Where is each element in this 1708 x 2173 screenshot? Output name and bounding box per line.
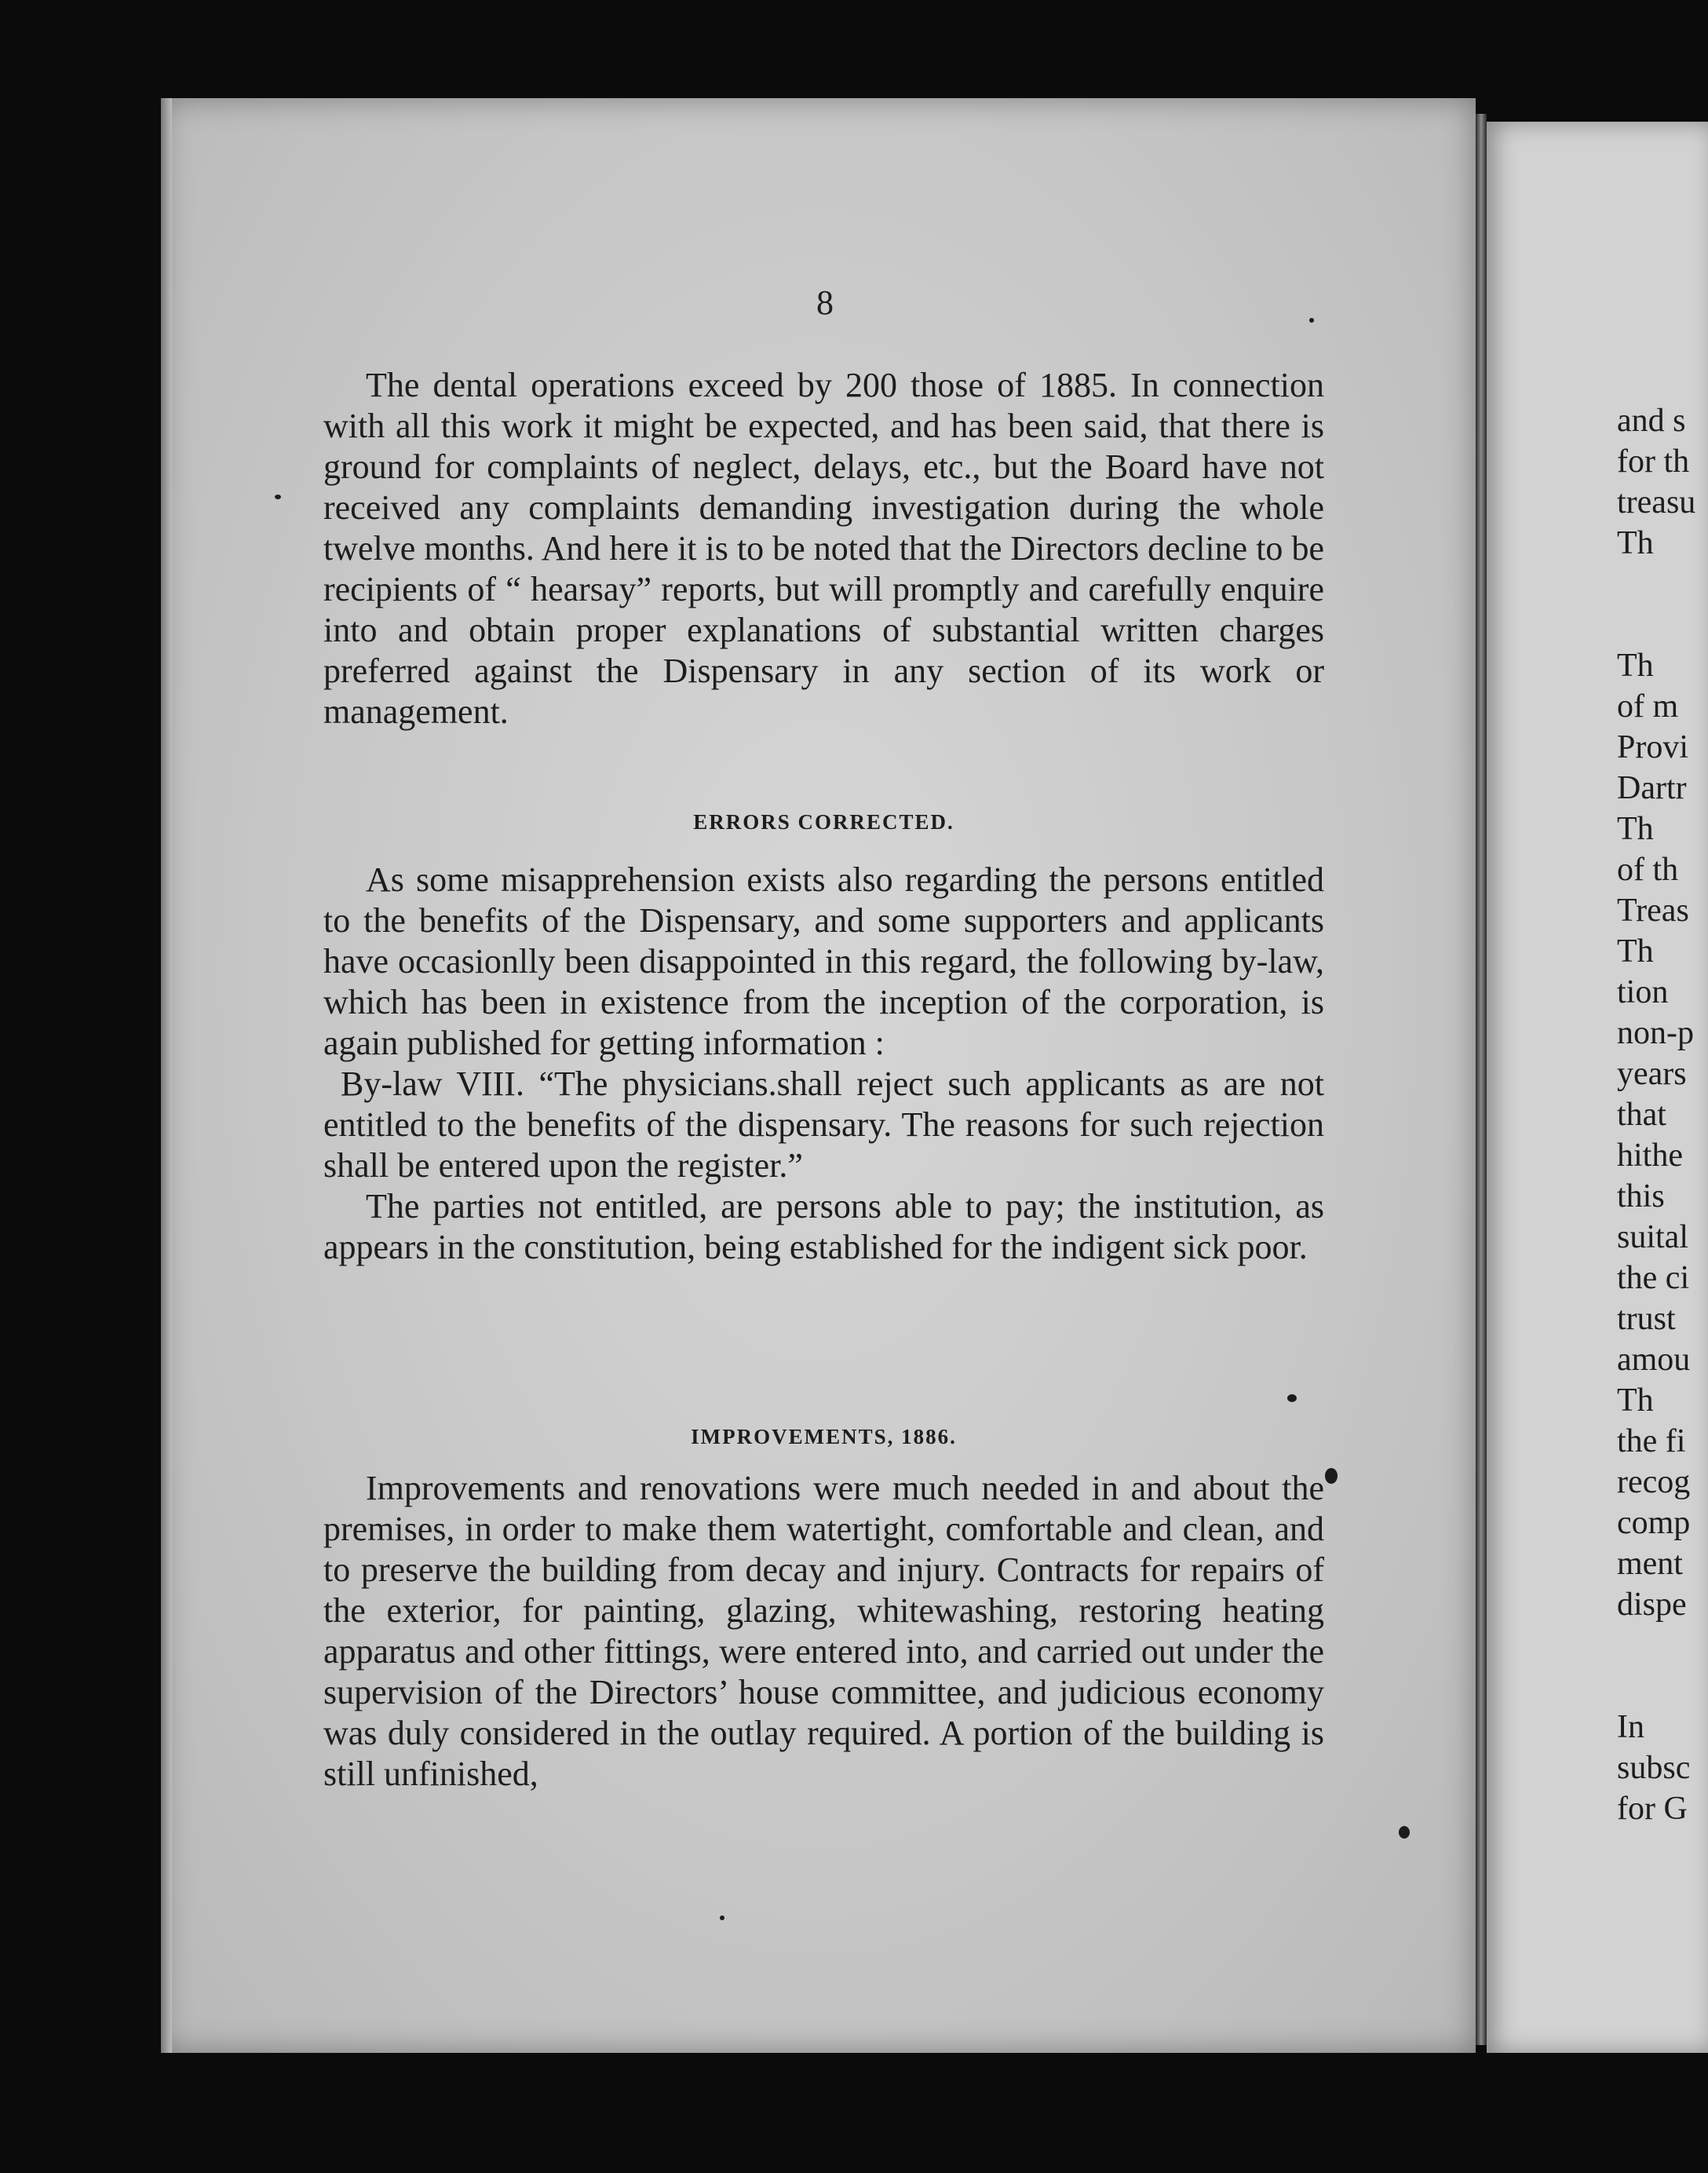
right-page-line: of m [1617,688,1679,725]
right-page-line: Treas [1617,893,1689,929]
page-number: 8 [816,283,834,322]
right-page-line: tion [1617,974,1669,1010]
right-page-line: the fi [1617,1423,1686,1459]
speck [1309,318,1314,323]
right-page-line [1617,1666,1695,1707]
speck [720,1916,724,1920]
paragraph-dental-operations [323,365,1324,732]
right-page-line: years [1617,1056,1687,1092]
right-page-line: Th [1617,648,1654,684]
right-page-line: of th [1617,852,1679,888]
right-page-line: and s [1617,403,1686,439]
right-page-line: ment [1617,1546,1683,1582]
paragraph-text: As some misapprehension exists also regarding the persons entitled to the benefits of the Dispensary, and some supporters and applicants have occasionlly been disappointed in this regard, the following by-law, which has been in existence from the inception of the corporation, is again published for getting information : [323,860,1324,1062]
right-page-line: In [1617,1709,1644,1745]
right-page-line: for th [1617,444,1690,480]
bylaw-quote: By-law VIII. “The physicians.shall reject such applicants as are not entitled to the benefits of the dispensary. The reasons for such rejection shall be entered upon the register.” [323,1065,1324,1185]
speck [1287,1394,1297,1402]
right-page-line: Th [1617,1382,1654,1419]
right-page-line [1617,564,1695,604]
right-page-line: the ci [1617,1260,1690,1296]
right-page-line: Provi [1617,729,1689,765]
speck [1399,1826,1410,1839]
heading-errors-corrected: ERRORS CORRECTED. [693,810,954,834]
speck [275,495,281,499]
paragraph-text: The dental operations exceed by 200 those of 1885. In connection with all this work it might be expected, and has been said, that there is ground for complaints of neglect, delays, etc., but the Board have not received any complaints demanding investigation during the whole twelve months. And here it is to be noted that the Directors decline to be recipients of “ hearsay” reports, but will promptly and carefully enquire into and obtain proper explanations of substantial written charges preferred against the Dispensary in any section of its work or management. [323,366,1324,731]
right-page-line: treasu [1617,484,1696,520]
book-gutter [1476,114,1487,2045]
right-page-line: comp [1617,1505,1691,1541]
right-page-text [1617,400,1695,1829]
right-page-line [1617,604,1695,645]
paragraph-misapprehension [323,860,1324,1268]
right-page-line: for G [1617,1791,1688,1827]
paragraph-text: Improvements and renovations were much needed in and about the premises, in order to make them watertight, comfortable and clean, and to preserve the building from decay and injury. Contracts for repairs of the exterior, for painting, glazing, whitewashing, restoring heating apparatus and other fittings, were entered into, and carried out under the supervision of the Directors’ house committee, and judicious economy was duly considered in the outlay required. A portion of the building is still unfinished, [323,1469,1324,1793]
right-page-line: Dartr [1617,770,1687,806]
paragraph-text: The parties not entitled, are persons able to pay; the institution, as appears in the constitution, being established for the indigent sick poor. [323,1187,1324,1266]
right-page-line: hithe [1617,1138,1683,1174]
right-page-line: dispe [1617,1587,1687,1623]
right-page-line: subsc [1617,1750,1691,1786]
speck [1325,1468,1338,1484]
right-page-line: suital [1617,1219,1688,1255]
paragraph-improvements [323,1468,1324,1795]
right-page-line: trust [1617,1301,1676,1337]
right-page-line: this [1617,1178,1665,1214]
right-page-line: amou [1617,1342,1691,1378]
right-page-line [1617,1625,1695,1666]
right-page-line: Th [1617,811,1654,847]
right-page-line: Th [1617,525,1654,561]
right-page-line: Th [1617,933,1654,970]
right-page-line: recog [1617,1464,1691,1500]
heading-improvements: IMPROVEMENTS, 1886. [691,1425,957,1448]
right-page-line: that [1617,1097,1666,1133]
right-page-line: non-p [1617,1015,1694,1051]
